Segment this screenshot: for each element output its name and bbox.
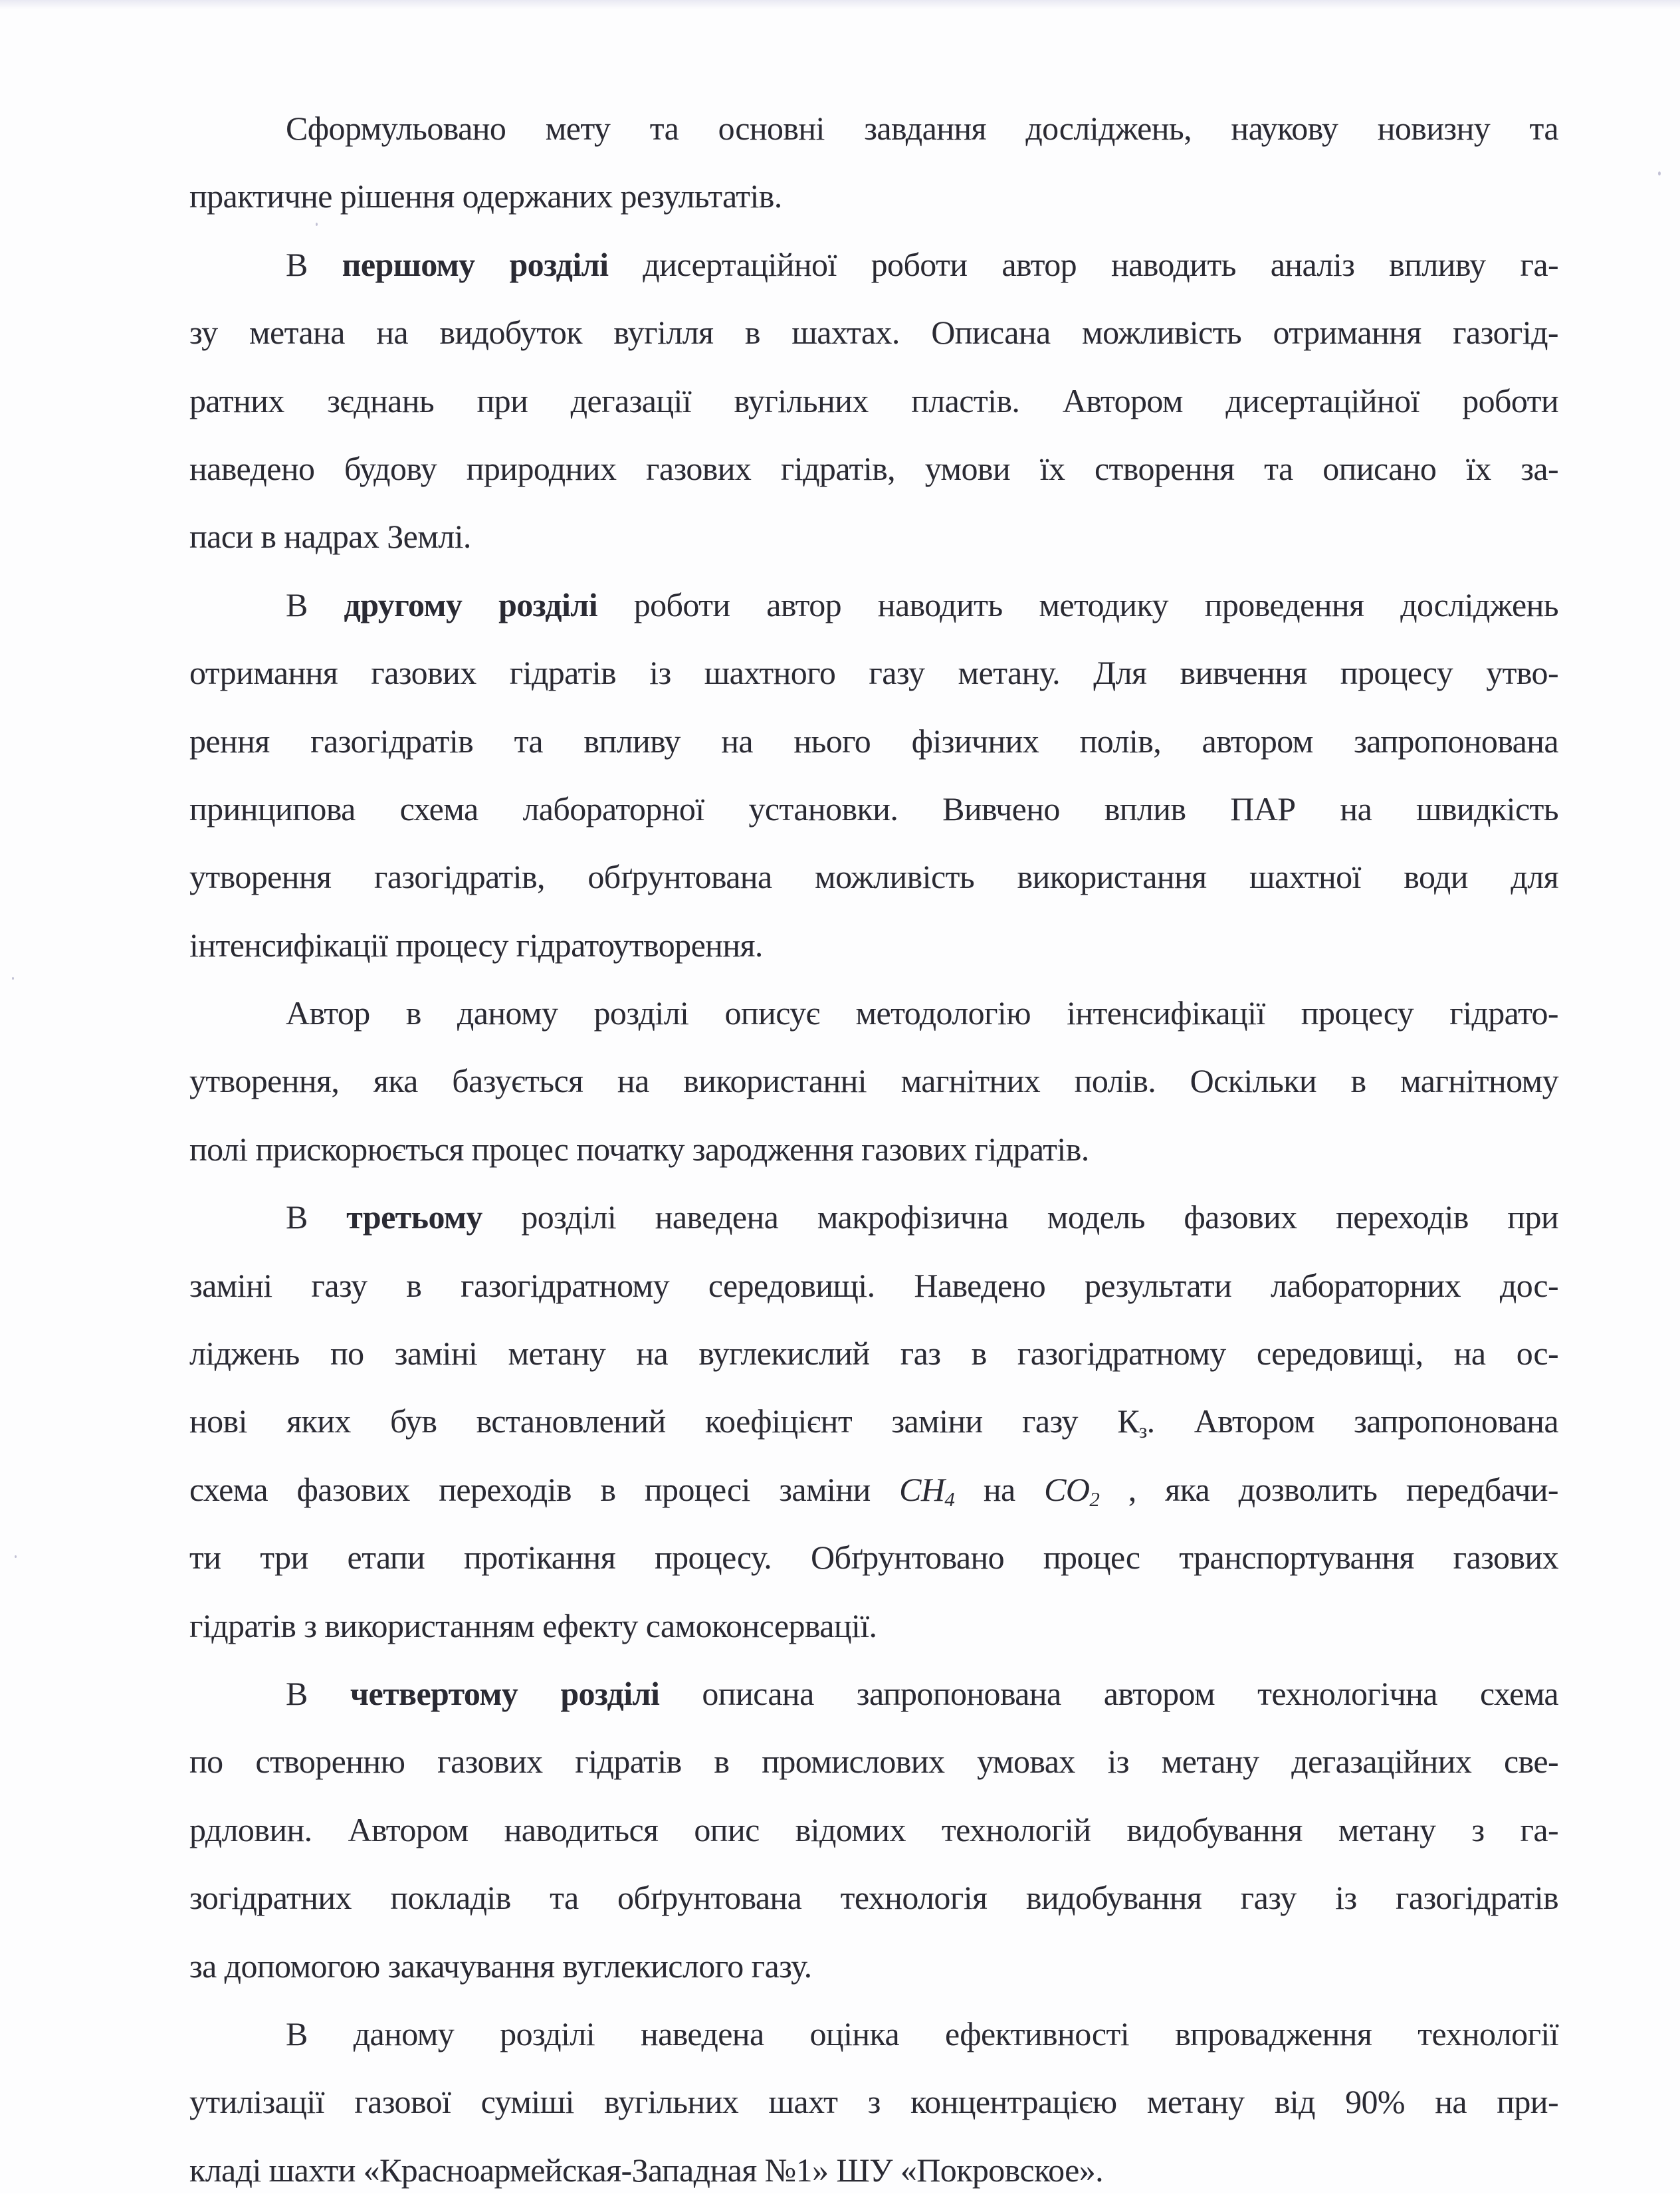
section-emphasis: другому розділі xyxy=(344,586,597,623)
text-run: гідратів з використанням ефекту самоконсервації. xyxy=(189,1606,877,1644)
text-line xyxy=(189,2000,1558,2068)
text-line xyxy=(189,979,1558,1047)
text-line xyxy=(189,571,1558,639)
text-run: розділі наведена макрофізична модель фазових переходів при xyxy=(482,1198,1558,1236)
text-run: утворення газогідратів, обґрунтована можливість використання шахтної води для xyxy=(189,858,1558,896)
text-line xyxy=(189,94,1558,162)
text-run: рення газогідратів та впливу на нього фізичних полів, автором запропонована xyxy=(189,722,1558,760)
text-run: наведено будову природних газових гідратів, умови їх створення та описано їх за- xyxy=(189,449,1558,487)
text-line xyxy=(189,2136,1558,2204)
text-run: по створенню газових гідратів в промислових умовах із метану дегазаційних све- xyxy=(189,1743,1558,1781)
text-run: Сформульовано мету та основні завдання досліджень, наукову новизну та xyxy=(286,110,1558,147)
text-run: CO xyxy=(1044,1470,1090,1508)
text-run: інтенсифікації процесу гідратоутворення. xyxy=(189,926,763,964)
text-line xyxy=(189,1183,1558,1251)
scan-top-edge xyxy=(0,0,1680,9)
text-run: В даному розділі наведена оцінка ефективності впровадження технології xyxy=(286,2015,1558,2052)
text-line xyxy=(189,639,1558,707)
paragraph xyxy=(189,231,1558,571)
text-line xyxy=(189,911,1558,979)
text-line xyxy=(189,1252,1558,1319)
text-line xyxy=(189,1319,1558,1387)
scan-speck xyxy=(1658,171,1661,175)
text-run: на xyxy=(954,1470,1045,1508)
text-line xyxy=(189,1523,1558,1591)
text-line xyxy=(189,775,1558,843)
subscript: з xyxy=(1138,1419,1147,1443)
text-run: утворення, яка базується на використанні магнітних полів. Оскільки в магнітному xyxy=(189,1062,1558,1100)
text-run: В xyxy=(286,1198,347,1236)
text-run: практичне рішення одержаних результатів. xyxy=(189,177,782,215)
text-line xyxy=(189,435,1558,502)
text-run: схема фазових переходів в процесі заміни xyxy=(189,1470,900,1508)
text-line xyxy=(189,162,1558,230)
text-run: , яка дозволить передбачи- xyxy=(1099,1470,1558,1508)
section-emphasis: першому розділі xyxy=(342,245,609,283)
section-emphasis: четвертому розділі xyxy=(350,1674,660,1712)
text-run: отримання газових гідратів із шахтного газу метану. Для вивчення процесу утво- xyxy=(189,654,1558,692)
text-line xyxy=(189,1660,1558,1727)
paragraph xyxy=(189,979,1558,1183)
text-line xyxy=(189,367,1558,435)
text-run: зу метана на видобуток вугілля в шахтах. Описана можливість отримання газогід- xyxy=(189,314,1558,352)
text-line xyxy=(189,843,1558,911)
text-run: рдловин. Автором наводиться опис відомих технологій видобування метану з га- xyxy=(189,1811,1558,1848)
text-run: за допомогою закачування вуглекислого газу. xyxy=(189,1947,812,1985)
text-run: CH xyxy=(899,1470,945,1508)
text-line xyxy=(189,1864,1558,1931)
paragraph xyxy=(189,1183,1558,1660)
text-run: Автор в даному розділі описує методологію інтенсифікації процесу гідрато- xyxy=(286,994,1558,1032)
text-run: В xyxy=(286,586,344,623)
text-line xyxy=(189,298,1558,366)
text-run: паси в надрах Землі. xyxy=(189,518,471,556)
text-line xyxy=(189,1592,1558,1660)
subscript: 2 xyxy=(1089,1487,1100,1511)
text-run: . Автором запропонована xyxy=(1146,1402,1558,1440)
text-run: заміні газу в газогідратному середовищі. Наведено результати лабораторних дос- xyxy=(189,1266,1558,1304)
paragraph xyxy=(189,1660,1558,2000)
text-line xyxy=(189,1932,1558,2000)
scan-speck xyxy=(12,977,14,980)
subscript: 4 xyxy=(944,1487,955,1511)
text-run: принципова схема лабораторної установки. Вивчено вплив ПАР на швидкість xyxy=(189,790,1558,827)
text-run: ліджень по заміні метану на вуглекислий газ в газогідратному середовищі, на ос- xyxy=(189,1335,1558,1373)
text-run: кладі шахти «Красноармейская-Западная №1» ШУ «Покровское». xyxy=(189,2151,1104,2189)
text-line xyxy=(189,1115,1558,1183)
text-line xyxy=(189,707,1558,775)
text-run: зогідратних покладів та обґрунтована технологія видобування газу із газогідратів xyxy=(189,1879,1558,1917)
text-line xyxy=(189,1387,1558,1455)
text-run: ратних зєднань при дегазації вугільних пластів. Автором дисертаційної роботи xyxy=(189,382,1558,419)
paragraph xyxy=(189,94,1558,231)
text-line xyxy=(189,231,1558,298)
text-run: утилізації газової суміші вугільних шахт з концентрацією метану від 90% на при- xyxy=(189,2083,1558,2121)
text-run: нові яких був встановлений коефіцієнт заміни газу К xyxy=(189,1402,1139,1440)
text-line xyxy=(189,1727,1558,1795)
text-line xyxy=(189,1796,1558,1864)
document-body xyxy=(189,94,1558,2204)
text-run: ти три етапи протікання процесу. Обґрунтовано процес транспортування газових xyxy=(189,1539,1558,1577)
text-line xyxy=(189,2068,1558,2136)
text-line xyxy=(189,502,1558,570)
text-run: описана запропонована автором технологічна схема xyxy=(659,1674,1558,1712)
text-run: дисертаційної роботи автор наводить аналіз впливу га- xyxy=(608,245,1558,283)
text-run: В xyxy=(286,245,342,283)
text-line xyxy=(189,1047,1558,1115)
text-line xyxy=(189,1456,1558,1523)
text-run: полі прискорюється процес початку зародження газових гідратів. xyxy=(189,1130,1089,1168)
paragraph xyxy=(189,571,1558,979)
paragraph xyxy=(189,2000,1558,2204)
scan-speck xyxy=(15,1555,17,1558)
section-emphasis: третьому xyxy=(346,1198,482,1236)
text-run: В xyxy=(286,1674,350,1712)
text-run: роботи автор наводить методику проведення досліджень xyxy=(597,586,1558,623)
